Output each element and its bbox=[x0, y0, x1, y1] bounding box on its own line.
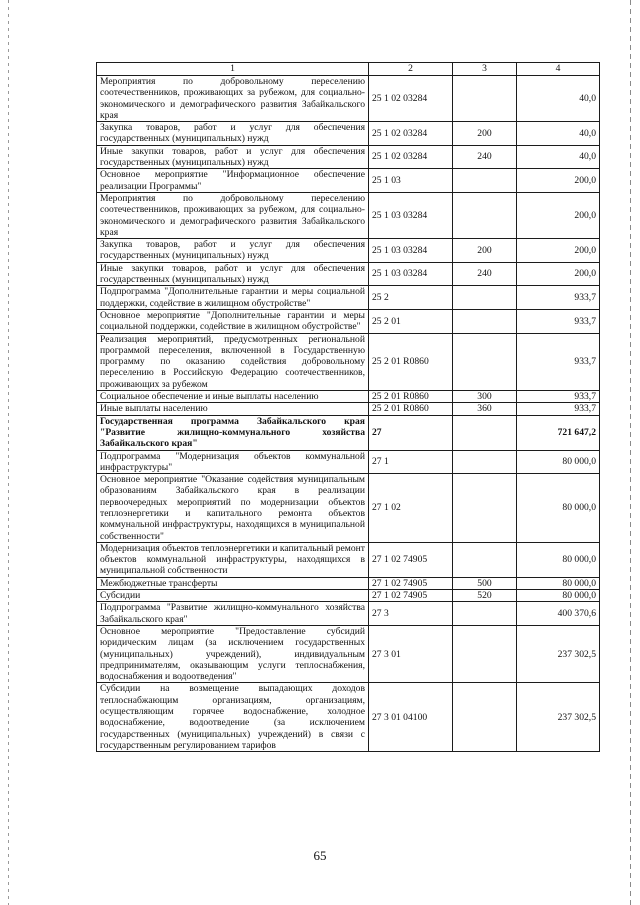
row-amount-cell: 933,7 bbox=[517, 286, 600, 310]
row-expense-type-cell bbox=[453, 76, 517, 122]
table-row bbox=[97, 415, 600, 450]
row-name-cell: Подпрограмма "Развитие жилищно-коммунального хозяйства Забайкальского края" bbox=[97, 602, 369, 626]
row-name-cell: Основное мероприятие "Информационное обеспечение реализации Программы" bbox=[97, 169, 369, 193]
table-row bbox=[97, 169, 600, 193]
row-amount-cell: 40,0 bbox=[517, 76, 600, 122]
row-amount-cell: 933,7 bbox=[517, 333, 600, 390]
row-name-cell: Основное мероприятие "Оказание содействия муниципальным образованиям Забайкальского края в реализации первоочередных мероприятий по модернизации объектов теплоэнергетики и капитального ремонта объектов коммунальной инфраструктуры, находящихся в муниципальной собственности" bbox=[97, 474, 369, 543]
row-code-cell: 25 2 01 bbox=[369, 309, 453, 333]
table-body bbox=[97, 76, 600, 752]
row-amount-cell: 80 000,0 bbox=[517, 474, 600, 543]
row-amount-cell: 80 000,0 bbox=[517, 542, 600, 577]
row-amount-cell: 200,0 bbox=[517, 169, 600, 193]
table-row bbox=[97, 577, 600, 589]
row-name-cell: Закупка товаров, работ и услуг для обеспечения государственных (муниципальных) нужд bbox=[97, 239, 369, 263]
row-name-cell: Государственная программа Забайкальского края "Развитие жилищно-коммунального хозяйства Забайкальского края" bbox=[97, 415, 369, 450]
row-expense-type-cell bbox=[453, 683, 517, 752]
table-row bbox=[97, 76, 600, 122]
row-expense-type-cell bbox=[453, 286, 517, 310]
table-row bbox=[97, 239, 600, 263]
row-code-cell: 25 1 03 bbox=[369, 169, 453, 193]
scan-edge-left bbox=[8, 0, 9, 905]
row-code-cell: 25 1 03 03284 bbox=[369, 262, 453, 286]
row-code-cell: 25 1 02 03284 bbox=[369, 145, 453, 169]
row-expense-type-cell bbox=[453, 450, 517, 474]
table-row bbox=[97, 474, 600, 543]
budget-table bbox=[96, 62, 600, 752]
row-name-cell: Субсидии bbox=[97, 590, 369, 602]
row-name-cell: Иные закупки товаров, работ и услуг для обеспечения государственных (муниципальных) нужд bbox=[97, 262, 369, 286]
row-expense-type-cell bbox=[453, 415, 517, 450]
table-row bbox=[97, 590, 600, 602]
row-name-cell: Основное мероприятие "Предоставление субсидий юридическим лицам (за исключением государственных (муниципальных) учреждений), индивидуальным предпринимателям, оказывающим услуги теплоснабжения, водоснабжения и водоотведения" bbox=[97, 625, 369, 682]
column-number-4: 4 bbox=[517, 63, 600, 76]
column-number-1: 1 bbox=[97, 63, 369, 76]
row-name-cell: Мероприятия по добровольному переселению соотечественников, проживающих за рубежом, для социально-экономического и демографического развития Забайкальского края bbox=[97, 76, 369, 122]
page-number: 65 bbox=[313, 848, 327, 863]
row-amount-cell: 933,7 bbox=[517, 403, 600, 415]
row-code-cell: 27 1 02 74905 bbox=[369, 590, 453, 602]
row-amount-cell: 400 370,6 bbox=[517, 602, 600, 626]
row-expense-type-cell bbox=[453, 542, 517, 577]
table-row bbox=[97, 602, 600, 626]
row-expense-type-cell bbox=[453, 309, 517, 333]
row-expense-type-cell bbox=[453, 474, 517, 543]
row-amount-cell: 40,0 bbox=[517, 145, 600, 169]
row-amount-cell: 237 302,5 bbox=[517, 683, 600, 752]
table-row bbox=[97, 391, 600, 403]
row-code-cell: 25 1 02 03284 bbox=[369, 122, 453, 146]
row-code-cell: 25 1 03 03284 bbox=[369, 239, 453, 263]
row-expense-type-cell bbox=[453, 192, 517, 238]
row-code-cell: 27 3 bbox=[369, 602, 453, 626]
table-row bbox=[97, 542, 600, 577]
table-row bbox=[97, 145, 600, 169]
table-row bbox=[97, 625, 600, 682]
row-code-cell: 25 1 03 03284 bbox=[369, 192, 453, 238]
row-code-cell: 27 bbox=[369, 415, 453, 450]
row-name-cell: Иные закупки товаров, работ и услуг для обеспечения государственных (муниципальных) нужд bbox=[97, 145, 369, 169]
row-expense-type-cell: 240 bbox=[453, 145, 517, 169]
row-code-cell: 25 1 02 03284 bbox=[369, 76, 453, 122]
row-amount-cell: 200,0 bbox=[517, 192, 600, 238]
row-amount-cell: 80 000,0 bbox=[517, 577, 600, 589]
row-name-cell: Социальное обеспечение и иные выплаты населению bbox=[97, 391, 369, 403]
row-code-cell: 27 1 02 bbox=[369, 474, 453, 543]
row-expense-type-cell: 300 bbox=[453, 391, 517, 403]
table-row bbox=[97, 403, 600, 415]
row-amount-cell: 933,7 bbox=[517, 391, 600, 403]
row-name-cell: Модернизация объектов теплоэнергетики и капитальный ремонт объектов коммунальной инфраструктуры, находящихся в муниципальной собственности bbox=[97, 542, 369, 577]
row-name-cell: Закупка товаров, работ и услуг для обеспечения государственных (муниципальных) нужд bbox=[97, 122, 369, 146]
row-amount-cell: 80 000,0 bbox=[517, 590, 600, 602]
row-name-cell: Подпрограмма "Модернизация объектов коммунальной инфраструктуры" bbox=[97, 450, 369, 474]
row-name-cell: Межбюджетные трансферты bbox=[97, 577, 369, 589]
row-expense-type-cell: 200 bbox=[453, 122, 517, 146]
row-name-cell: Мероприятия по добровольному переселению соотечественников, проживающих за рубежом, для социально-экономического и демографического развития Забайкальского края bbox=[97, 192, 369, 238]
row-expense-type-cell bbox=[453, 169, 517, 193]
row-name-cell: Реализация мероприятий, предусмотренных региональной программой переселения, включенной в Государственную программу по оказанию содействия добровольному переселению в Российскую Федерацию соотечественников, проживающих за рубежом bbox=[97, 333, 369, 390]
row-amount-cell: 80 000,0 bbox=[517, 450, 600, 474]
row-code-cell: 25 2 01 R0860 bbox=[369, 403, 453, 415]
row-expense-type-cell bbox=[453, 333, 517, 390]
row-name-cell: Субсидии на возмещение выпадающих доходов теплоснабжающим организациям, организациям, осуществляющим горячее водоснабжение, холодное водоснабжение, водоотведение (за исключением государственных (муниципальных) учреждений) в связи с государственным регулированием тарифов bbox=[97, 683, 369, 752]
table-row bbox=[97, 309, 600, 333]
column-number-2: 2 bbox=[369, 63, 453, 76]
row-expense-type-cell: 200 bbox=[453, 239, 517, 263]
row-expense-type-cell: 500 bbox=[453, 577, 517, 589]
row-amount-cell: 200,0 bbox=[517, 262, 600, 286]
row-code-cell: 27 1 bbox=[369, 450, 453, 474]
table-row bbox=[97, 450, 600, 474]
row-amount-cell: 40,0 bbox=[517, 122, 600, 146]
row-expense-type-cell bbox=[453, 602, 517, 626]
row-code-cell: 27 3 01 04100 bbox=[369, 683, 453, 752]
table-row bbox=[97, 286, 600, 310]
table-row bbox=[97, 262, 600, 286]
table-row bbox=[97, 192, 600, 238]
row-expense-type-cell: 240 bbox=[453, 262, 517, 286]
table-header bbox=[97, 63, 600, 76]
row-code-cell: 25 2 bbox=[369, 286, 453, 310]
row-expense-type-cell: 520 bbox=[453, 590, 517, 602]
column-number-3: 3 bbox=[453, 63, 517, 76]
row-amount-cell: 933,7 bbox=[517, 309, 600, 333]
row-code-cell: 27 1 02 74905 bbox=[369, 577, 453, 589]
header-row bbox=[97, 63, 600, 76]
row-expense-type-cell bbox=[453, 625, 517, 682]
table-row bbox=[97, 122, 600, 146]
table-row bbox=[97, 333, 600, 390]
table-row bbox=[97, 683, 600, 752]
row-code-cell: 25 2 01 R0860 bbox=[369, 391, 453, 403]
row-code-cell: 25 2 01 R0860 bbox=[369, 333, 453, 390]
row-name-cell: Подпрограмма "Дополнительные гарантии и меры социальной поддержки, содействие в жилищном обустройстве" bbox=[97, 286, 369, 310]
row-amount-cell: 200,0 bbox=[517, 239, 600, 263]
scan-edge-right bbox=[630, 0, 631, 905]
row-amount-cell: 721 647,2 bbox=[517, 415, 600, 450]
row-expense-type-cell: 360 bbox=[453, 403, 517, 415]
row-name-cell: Иные выплаты населению bbox=[97, 403, 369, 415]
row-amount-cell: 237 302,5 bbox=[517, 625, 600, 682]
row-name-cell: Основное мероприятие "Дополнительные гарантии и меры социальной поддержки, содействие в жилищном обустройстве" bbox=[97, 309, 369, 333]
row-code-cell: 27 1 02 74905 bbox=[369, 542, 453, 577]
row-code-cell: 27 3 01 bbox=[369, 625, 453, 682]
